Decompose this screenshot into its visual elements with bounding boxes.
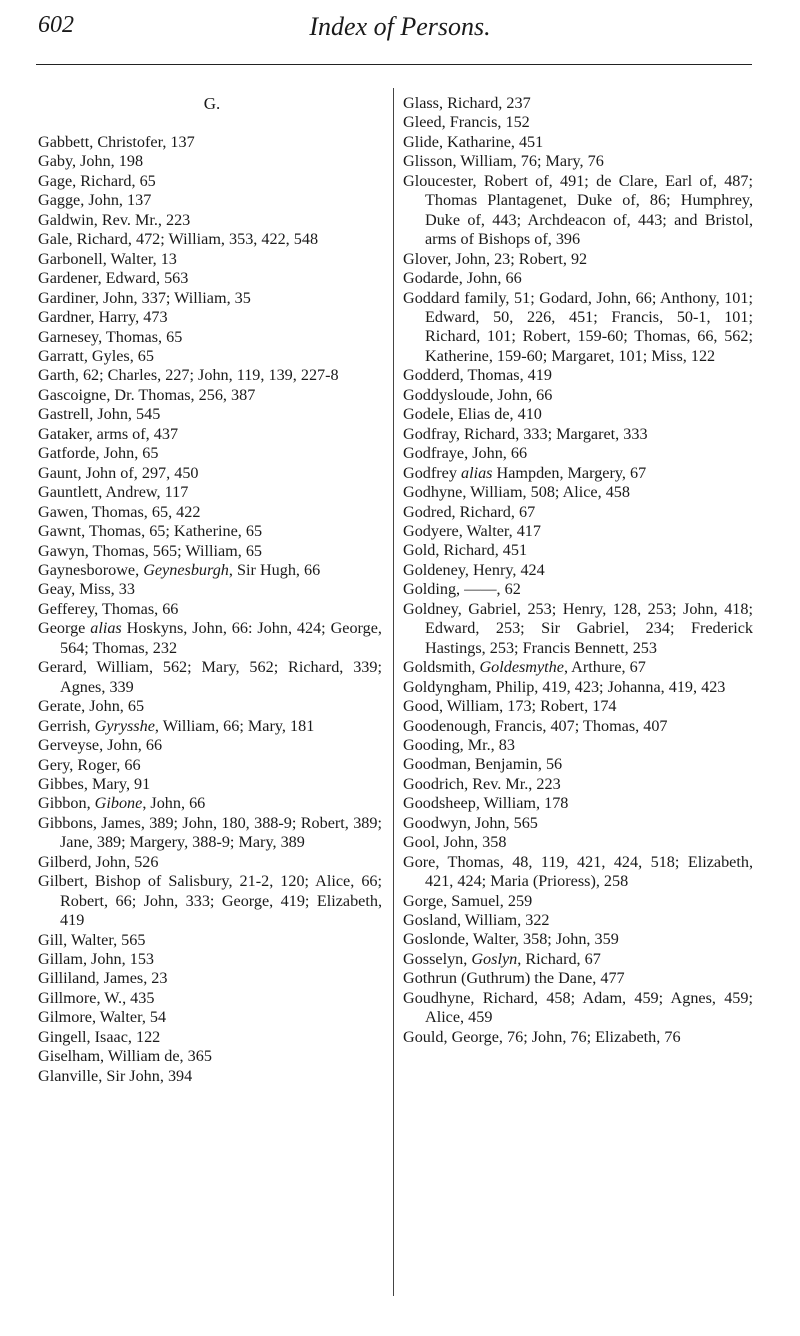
index-entry: Goodman, Benjamin, 56	[403, 755, 563, 774]
index-entry: Glisson, William, 76; Mary, 76	[403, 152, 604, 171]
index-entry: Goodsheep, William, 178	[403, 794, 569, 813]
index-entry: Gale, Richard, 472; William, 353, 422, 548	[38, 230, 319, 249]
index-entry: Golding, ——, 62	[403, 580, 521, 599]
index-entry: Gaby, John, 198	[38, 152, 144, 171]
index-entry: Godderd, Thomas, 419	[403, 366, 552, 385]
index-entry: Godfrey alias Hampden, Margery, 67	[403, 463, 647, 482]
index-entry: Goldney, Gabriel, 253; Henry, 128, 253; John, 418; Edward, 253; Sir Gabriel, 234; Frederick Hastings, 253; Francis Bennett, 253	[403, 599, 753, 657]
index-entry: Gaunt, John of, 297, 450	[38, 463, 199, 482]
index-entry: Gilberd, John, 526	[38, 852, 159, 871]
index-entry: Gawnt, Thomas, 65; Katherine, 65	[38, 522, 263, 541]
index-entry: Glover, John, 23; Robert, 92	[403, 249, 588, 268]
index-entry: Gawen, Thomas, 65, 422	[38, 502, 201, 521]
index-entry: Garratt, Gyles, 65	[38, 346, 154, 365]
index-entry: Gillam, John, 153	[38, 950, 155, 969]
index-entry: Garbonell, Walter, 13	[38, 249, 177, 268]
index-entry: Gingell, Isaac, 122	[38, 1027, 161, 1046]
index-entry: Giselham, William de, 365	[38, 1047, 212, 1066]
index-entry: Gastrell, John, 545	[38, 405, 161, 424]
index-entry: Gataker, arms of, 437	[38, 424, 179, 443]
index-entry: Gardener, Edward, 563	[38, 269, 189, 288]
page-number: 602	[38, 12, 74, 38]
index-entry: Goodrich, Rev. Mr., 223	[403, 774, 561, 793]
index-entry: Godfraye, John, 66	[403, 444, 528, 463]
index-entry: George alias Hoskyns, John, 66: John, 424; George, 564; Thomas, 232	[38, 619, 382, 657]
left-entry-list	[38, 133, 382, 1086]
index-entry: Gerate, John, 65	[38, 697, 145, 716]
index-entry: Goldsmith, Goldesmythe, Arthure, 67	[403, 658, 646, 677]
index-entry: Goodwyn, John, 565	[403, 813, 538, 832]
index-entry: Gauntlett, Andrew, 117	[38, 483, 189, 502]
index-entry: Gill, Walter, 565	[38, 930, 146, 949]
index-entry: Gascoigne, Dr. Thomas, 256, 387	[38, 385, 256, 404]
index-entry: Goddard family, 51; Godard, John, 66; Anthony, 101; Edward, 50, 226, 451; Francis, 50-1, 101; Richard, 101; Robert, 159-60; Thomas, 66, 562; Katherine, 159-60; Margaret, 101; Miss, 122	[403, 288, 753, 365]
index-entry: Gilbert, Bishop of Salisbury, 21-2, 120; Alice, 66; Robert, 66; John, 333; George, 419; Elizabeth, 419	[38, 872, 382, 930]
index-entry: Gibbes, Mary, 91	[38, 774, 151, 793]
index-entry: Gabbett, Christofer, 137	[38, 133, 195, 151]
index-entry: Gatforde, John, 65	[38, 444, 159, 463]
header-rule	[36, 64, 752, 65]
index-entry: Garnesey, Thomas, 65	[38, 327, 183, 346]
index-entry: Gilmore, Walter, 54	[38, 1008, 167, 1027]
index-entry: Glanville, Sir John, 394	[38, 1066, 193, 1085]
index-entry: Godarde, John, 66	[403, 269, 522, 288]
index-entry: Goldyngham, Philip, 419, 423; Johanna, 419, 423	[403, 677, 726, 696]
index-entry: Goodenough, Francis, 407; Thomas, 407	[403, 716, 668, 735]
index-entry: Gosland, William, 322	[403, 911, 550, 930]
index-entry: Gool, John, 358	[403, 833, 507, 852]
index-entry: Gagge, John, 137	[38, 191, 152, 210]
index-entry: Gerveyse, John, 66	[38, 736, 163, 755]
index-entry: Gefferey, Thomas, 66	[38, 599, 179, 618]
index-entry: Gleed, Francis, 152	[403, 113, 530, 132]
index-entry: Goddysloude, John, 66	[403, 385, 553, 404]
index-entry: Gothrun (Guthrum) the Dane, 477	[403, 969, 625, 988]
index-entry: Gloucester, Robert of, 491; de Clare, Earl of, 487; Thomas Plantagenet, Duke of, 86; Humphrey, Duke of, 443; Archdeacon of, 443; and Bristol, arms of Bishops of, 396	[403, 171, 753, 249]
index-entry: Gore, Thomas, 48, 119, 421, 424, 518; Elizabeth, 421, 424; Maria (Prioress), 258	[403, 852, 753, 891]
index-entry: Glass, Richard, 237	[403, 94, 531, 112]
index-entry: Gibbon, Gibone, John, 66	[38, 794, 206, 813]
running-head: Index of Persons.	[309, 12, 491, 41]
index-entry: Godhyne, William, 508; Alice, 458	[403, 483, 630, 502]
column-divider	[393, 88, 394, 1296]
right-entry-list	[403, 94, 753, 1047]
index-entry: Garth, 62; Charles, 227; John, 119, 139, 227-8	[38, 366, 339, 385]
index-entry: Gaynesborowe, Geynesburgh, Sir Hugh, 66	[38, 560, 321, 579]
index-entry: Gawyn, Thomas, 565; William, 65	[38, 541, 263, 560]
index-entry: Godele, Elias de, 410	[403, 405, 542, 424]
index-entry: Glide, Katharine, 451	[403, 132, 544, 151]
index-entry: Gosselyn, Goslyn, Richard, 67	[403, 949, 601, 968]
index-entry: Geay, Miss, 33	[38, 580, 135, 599]
index-entry: Gilliland, James, 23	[38, 969, 168, 988]
index-entry: Godfray, Richard, 333; Margaret, 333	[403, 424, 648, 443]
index-entry: Goldeney, Henry, 424	[403, 560, 545, 579]
index-entry: Gardner, Harry, 473	[38, 308, 168, 327]
index-entry: Gooding, Mr., 83	[403, 735, 515, 754]
index-entry: Galdwin, Rev. Mr., 223	[38, 210, 191, 229]
index-entry: Goslonde, Walter, 358; John, 359	[403, 930, 619, 949]
index-entry: Godyere, Walter, 417	[403, 521, 541, 540]
index-entry: Gorge, Samuel, 259	[403, 891, 533, 910]
index-entry: Gerard, William, 562; Mary, 562; Richard, 339; Agnes, 339	[38, 658, 382, 696]
index-entry: Gerrish, Gyrysshe, William, 66; Mary, 181	[38, 716, 315, 735]
index-entry: Gillmore, W., 435	[38, 988, 155, 1007]
index-entry: Gery, Roger, 66	[38, 755, 141, 774]
index-entry: Good, William, 173; Robert, 174	[403, 697, 617, 716]
index-entry: Gould, George, 76; John, 76; Elizabeth, 76	[403, 1027, 681, 1046]
index-entry: Gold, Richard, 451	[403, 541, 528, 560]
index-entry: Godred, Richard, 67	[403, 502, 536, 521]
left-column	[38, 94, 382, 1086]
index-entry: Gage, Richard, 65	[38, 171, 156, 190]
index-entry: Gibbons, James, 389; John, 180, 388-9; Robert, 389; Jane, 389; Margery, 388-9; Mary, 389	[38, 813, 382, 852]
index-entry: Goudhyne, Richard, 458; Adam, 459; Agnes, 459; Alice, 459	[403, 988, 753, 1027]
section-letter: G.	[203, 94, 221, 113]
right-column	[403, 94, 753, 1047]
index-entry: Gardiner, John, 337; William, 35	[38, 288, 251, 307]
